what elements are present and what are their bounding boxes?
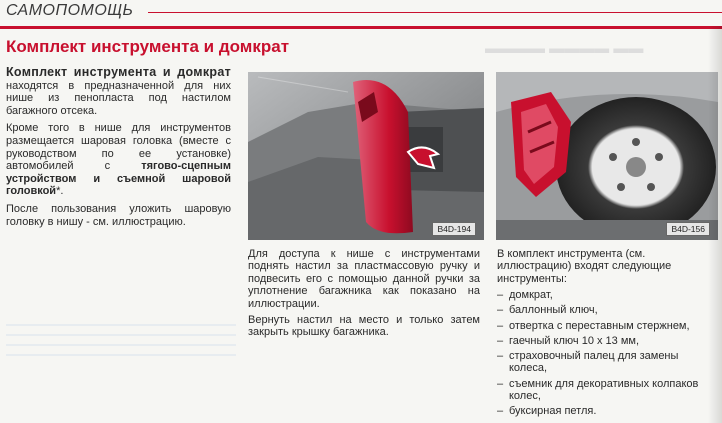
list-item: – буксирная петля. <box>497 405 719 417</box>
bleed-through-text: ▬▬▬▬ ▬▬▬▬ ▬▬ <box>485 40 644 57</box>
list-item: – съемник для декоративных колпаков колес, <box>497 378 719 403</box>
trunk-floor-lift-illustration <box>248 72 484 240</box>
list-item: – баллонный ключ, <box>497 304 719 316</box>
section-title: Комплект инструмента и домкрат <box>6 37 290 56</box>
page-header <box>0 0 722 26</box>
paragraph-1-rest: находятся в предназначенной для них нише из пенопласта под настилом багажного отсека. <box>6 79 231 117</box>
list-item: – гаечный ключ 10 x 13 мм, <box>497 335 719 347</box>
paragraph-2-start: Кроме того в нише для инструментов размещается шаровая головка (вместе с руководством по ее установке) автомобилей с <box>6 122 231 173</box>
bleed-through-lines <box>6 316 236 386</box>
paragraph-1 <box>6 66 231 117</box>
list-item: – страховочный палец для замены колеса, <box>497 350 719 375</box>
paragraph-access: Для доступа к нише с инструментами поднять настил за пластмассовую ручку и подвесить его с помощью данной ручки за уплотнение багажника как показано на иллюстрации. <box>248 248 480 310</box>
spare-wheel-tool-kit-illustration <box>496 72 718 240</box>
header-divider <box>0 26 722 29</box>
header-rule <box>148 12 722 13</box>
figure-code: B4D-194 <box>432 222 476 236</box>
text-column-1 <box>6 66 231 233</box>
header-title: САМОПОМОЩЬ <box>6 2 134 19</box>
figure-code: B4D-156 <box>666 222 710 236</box>
list-item: – домкрат, <box>497 289 719 301</box>
list-item: – отвертка с переставным стержнем, <box>497 320 719 332</box>
figure-spare-wheel <box>496 72 718 240</box>
text-column-2 <box>248 248 480 343</box>
paragraph-2 <box>6 122 231 198</box>
figure-trunk-floor <box>248 72 484 240</box>
paragraph-2-end: *. <box>56 185 64 198</box>
lead-bold: Комплект инструмента и домкрат <box>6 65 231 79</box>
paragraph-3: После пользования уложить шаровую головку в нишу - см. иллюстрацию. <box>6 202 231 228</box>
tool-list <box>497 289 719 417</box>
paragraph-return: Вернуть настил на место и только затем закрыть крышку багажника. <box>248 314 480 339</box>
tool-list-intro: В комплект инструмента (см. иллюстрацию) входят следующие инструменты: <box>497 248 672 285</box>
text-column-3 <box>497 248 719 420</box>
paragraph-2-bold: тягово-сцепным устройством и съемной шаровой головкой <box>6 160 231 198</box>
page-fold-shadow <box>708 26 722 423</box>
